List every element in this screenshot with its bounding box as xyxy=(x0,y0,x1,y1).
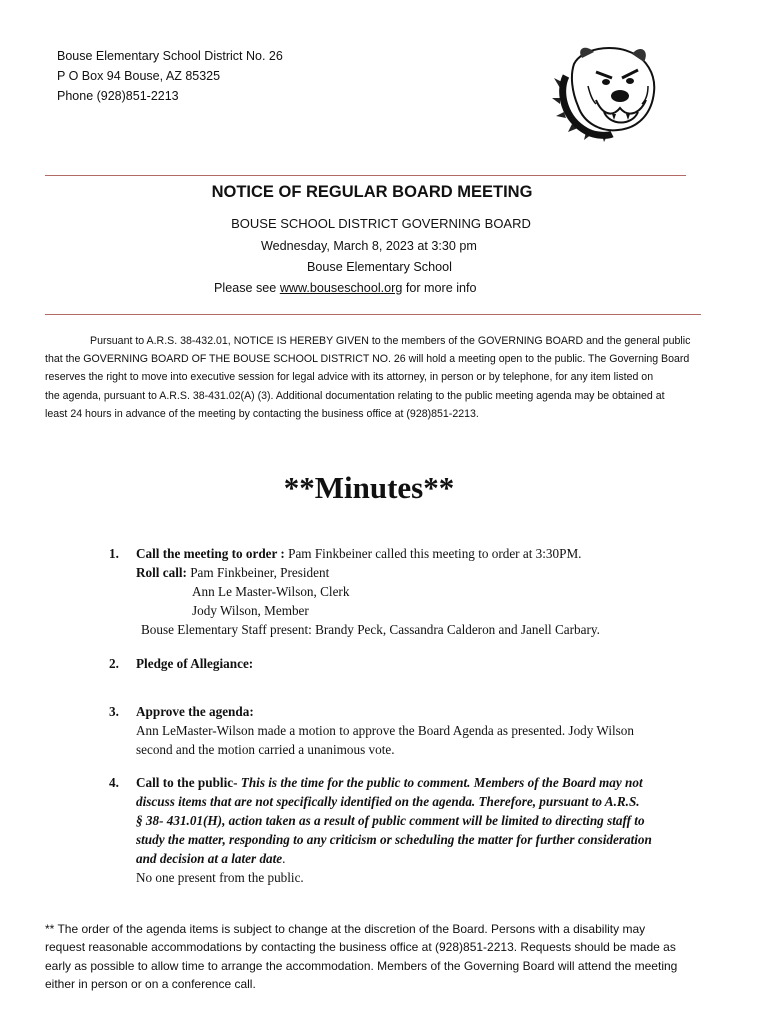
item-text: Ann LeMaster-Wilson made a motion to approve the Board Agenda as presented. Jody Wilson xyxy=(136,723,634,738)
header-divider xyxy=(45,175,686,176)
notice-line: reserves the right to move into executive session for legal advice with its attorney, in person or by telephone, for any item listed on xyxy=(45,371,654,384)
meeting-title: NOTICE OF REGULAR BOARD MEETING xyxy=(211,183,533,201)
footer-line: early as possible to allow time to arrange the accommodation. Members of the Governing Board will attend the meeting xyxy=(45,958,678,973)
public-comment-text: This is the time for the public to comment. Members of the Board may not xyxy=(237,775,643,790)
agenda-item-2 xyxy=(0,654,770,674)
title-divider xyxy=(45,314,701,315)
item-label: Call the meeting to order : xyxy=(136,546,285,561)
roll-call-label: Roll call: xyxy=(136,565,187,580)
district-phone: Phone (928)851-2213 xyxy=(57,89,179,103)
notice-line: the agenda, pursuant to A.R.S. 38-431.02(A) (3). Additional documentation relating to the public meeting agenda may be obtained at xyxy=(45,389,665,402)
footer-line: request reasonable accommodations by contacting the business office at (928)851-2213. Requests should be made as xyxy=(45,940,676,955)
roll-call-member: Ann Le Master-Wilson, Clerk xyxy=(192,584,350,599)
item-text: second and the motion carried a unanimous vote. xyxy=(136,742,395,757)
notice-line: least 24 hours in advance of the meeting by contacting the business office at (928)851-2213. xyxy=(45,407,479,420)
notice-line: that the GOVERNING BOARD OF THE BOUSE SCHOOL DISTRICT NO. 26 will hold a meeting open to the public. The Governing Board xyxy=(45,353,690,366)
item-text: No one present from the public. xyxy=(136,870,304,885)
item-label: Pledge of Allegiance: xyxy=(136,656,254,671)
more-info-line xyxy=(214,281,477,295)
more-info-prefix: Please see xyxy=(214,281,280,295)
item-text: Pam Finkbeiner called this meeting to order at 3:30PM. xyxy=(284,546,582,561)
minutes-heading: **Minutes** xyxy=(283,470,455,505)
footer-line: ** The order of the agenda items is subject to change at the discretion of the Board. Persons with a disability may xyxy=(45,922,646,936)
public-comment-text: § 38- 431.01(H), action taken as a result of public comment will be limited to directing staff to xyxy=(136,813,645,828)
agenda-item-1 xyxy=(0,544,770,644)
item-heading-line xyxy=(136,544,581,563)
more-info-suffix: for more info xyxy=(402,281,477,295)
item-label: Approve the agenda: xyxy=(136,704,254,719)
item-label: Call to the public- xyxy=(136,775,238,790)
meeting-location: Bouse Elementary School xyxy=(307,260,452,274)
public-comment-text: study the matter, responding to any criticism or scheduling the matter for further consideration xyxy=(136,832,652,847)
public-comment-last-line xyxy=(136,849,285,868)
public-comment-text: discuss items that are not specifically identified on the agenda. Therefore, pursuant to A.R.S. xyxy=(136,794,640,809)
roll-call-member: Jody Wilson, Member xyxy=(192,603,309,618)
accommodation-footer xyxy=(45,920,745,994)
item-heading-line xyxy=(136,773,643,792)
item-number: 2. xyxy=(109,656,119,671)
public-comment-text: and decision at a later date xyxy=(136,851,283,866)
bulldog-mascot-icon xyxy=(552,42,660,142)
item-number: 3. xyxy=(109,704,119,719)
meeting-datetime: Wednesday, March 8, 2023 at 3:30 pm xyxy=(261,239,477,253)
board-name: BOUSE SCHOOL DISTRICT GOVERNING BOARD xyxy=(231,216,531,231)
roll-call-member: Pam Finkbeiner, President xyxy=(186,565,330,580)
item-number: 4. xyxy=(109,775,119,790)
staff-present: Bouse Elementary Staff present: Brandy Peck, Cassandra Calderon and Janell Carbary. xyxy=(141,622,600,637)
agenda-item-3 xyxy=(0,702,770,762)
legal-notice-paragraph xyxy=(45,332,735,423)
period: . xyxy=(282,851,286,866)
website-link[interactable]: www.bouseschool.org xyxy=(279,281,403,295)
letterhead xyxy=(57,46,283,106)
item-number: 1. xyxy=(109,546,119,561)
notice-line: Pursuant to A.R.S. 38-432.01, NOTICE IS HEREBY GIVEN to the members of the GOVERNING BOARD and the general public xyxy=(90,335,691,347)
agenda-item-4 xyxy=(0,773,770,893)
roll-call-line xyxy=(136,563,329,582)
district-name: Bouse Elementary School District No. 26 xyxy=(57,49,283,63)
footer-line: either in person or on a conference call. xyxy=(45,977,256,992)
district-address: P O Box 94 Bouse, AZ 85325 xyxy=(57,69,221,83)
